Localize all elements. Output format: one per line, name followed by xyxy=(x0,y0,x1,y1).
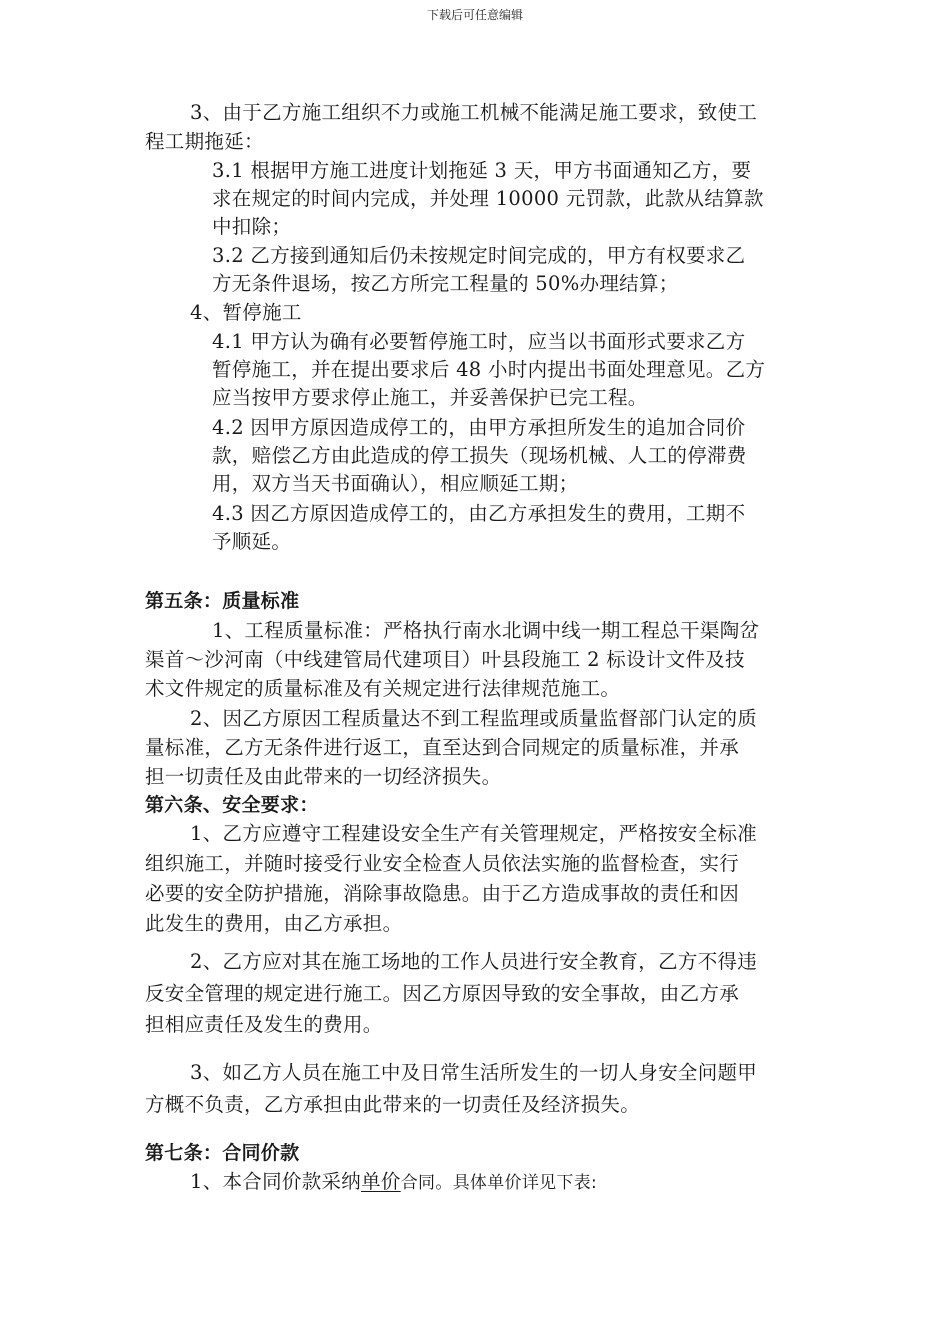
item3-1-line-2: 求在规定的时间内完成，并处理 10000 元罚款，此款从结算款 xyxy=(212,187,764,210)
article7-heading: 第七条：合同价款 xyxy=(145,1142,300,1164)
article6-p2-line-1: 2、乙方应对其在施工场地的工作人员进行安全教育，乙方不得违 xyxy=(190,950,758,973)
article6-p2-line-3: 担相应责任及发生的费用。 xyxy=(145,1013,383,1036)
item4-3-line-1: 4.3 因乙方原因造成停工的，由乙方承担发生的费用，工期不 xyxy=(212,502,746,525)
page-header: 下载后可任意编辑 xyxy=(426,8,523,22)
article5-p2-line-3: 担一切责任及由此带来的一切经济损失。 xyxy=(145,765,502,788)
item4-1-line-3: 应当按甲方要求停止施工，并妥善保护已完工程。 xyxy=(212,386,648,409)
item3-1-line-3: 中扣除； xyxy=(212,215,292,238)
item3-2-line-2: 方无条件退场，按乙方所完工程量的 50%办理结算； xyxy=(212,272,679,295)
article6-p2-line-2: 反安全管理的规定进行施工。因乙方原因导致的安全事故，由乙方承 xyxy=(145,982,740,1005)
article6-p1-line-2: 组织施工，并随时接受行业安全检查人员依法实施的监督检查，实行 xyxy=(145,852,740,875)
item3-line-1: 3、由于乙方施工组织不力或施工机械不能满足施工要求，致使工 xyxy=(190,101,758,124)
article6-p3-line-2: 方概不负责，乙方承担由此带来的一切责任及经济损失。 xyxy=(145,1093,641,1116)
item3-line-2: 程工期拖延： xyxy=(145,130,264,153)
article5-p1-line-3: 术文件规定的质量标准及有关规定进行法律规范施工。 xyxy=(145,677,621,700)
article5-p1-line-2: 渠首～沙河南（中线建管局代建项目）叶县段施工 2 标设计文件及技 xyxy=(145,648,745,671)
article6-p1-line-3: 必要的安全防护措施，消除事故隐患。由于乙方造成事故的责任和因 xyxy=(145,882,740,905)
article5-heading: 第五条：质量标准 xyxy=(145,590,300,612)
item4-2-line-2: 款，赔偿乙方由此造成的停工损失（现场机械、人工的停滞费 xyxy=(212,444,747,467)
article5-p2-line-1: 2、因乙方原因工程质量达不到工程监理或质量监督部门认定的质 xyxy=(190,707,758,730)
item4-1-line-2: 暂停施工，并在提出要求后 48 小时内提出书面处理意见。乙方 xyxy=(212,358,766,381)
item3-2-line-1: 3.2 乙方接到通知后仍未按规定时间完成的，甲方有权要求乙 xyxy=(212,244,746,267)
item4-3-line-2: 予顺延。 xyxy=(212,530,292,553)
article7-p1-line xyxy=(190,1168,597,1197)
article6-heading: 第六条、安全要求： xyxy=(145,794,319,816)
item4-title: 4、暂停施工 xyxy=(190,301,302,324)
article5-p1-line-1: 1、工程质量标准：严格执行南水北调中线一期工程总干渠陶岔 xyxy=(212,619,760,642)
article7-p1-prefix: 1、本合同价款采纳 xyxy=(190,1170,362,1193)
article7-p1-suffix: 合同。具体单价详见下表: xyxy=(400,1173,598,1193)
item4-1-line-1: 4.1 甲方认为确有必要暂停施工时，应当以书面形式要求乙方 xyxy=(212,330,746,353)
item3-1-line-1: 3.1 根据甲方施工进度计划拖延 3 天，甲方书面通知乙方，要 xyxy=(212,159,752,182)
article6-p1-line-4: 此发生的费用，由乙方承担。 xyxy=(145,912,403,935)
item4-2-line-1: 4.2 因甲方原因造成停工的，由甲方承担所发生的追加合同价 xyxy=(212,416,746,439)
item4-2-line-3: 用，双方当天书面确认），相应顺延工期； xyxy=(212,472,579,495)
article6-p3-line-1: 3、如乙方人员在施工中及日常生活所发生的一切人身安全问题甲 xyxy=(190,1061,758,1084)
article6-p1-line-1: 1、乙方应遵守工程建设安全生产有关管理规定，严格按安全标准 xyxy=(190,822,758,845)
article5-p2-line-2: 量标准，乙方无条件进行返工，直至达到合同规定的质量标准，并承 xyxy=(145,736,740,759)
article7-p1-underlined: 单价 xyxy=(361,1170,401,1193)
